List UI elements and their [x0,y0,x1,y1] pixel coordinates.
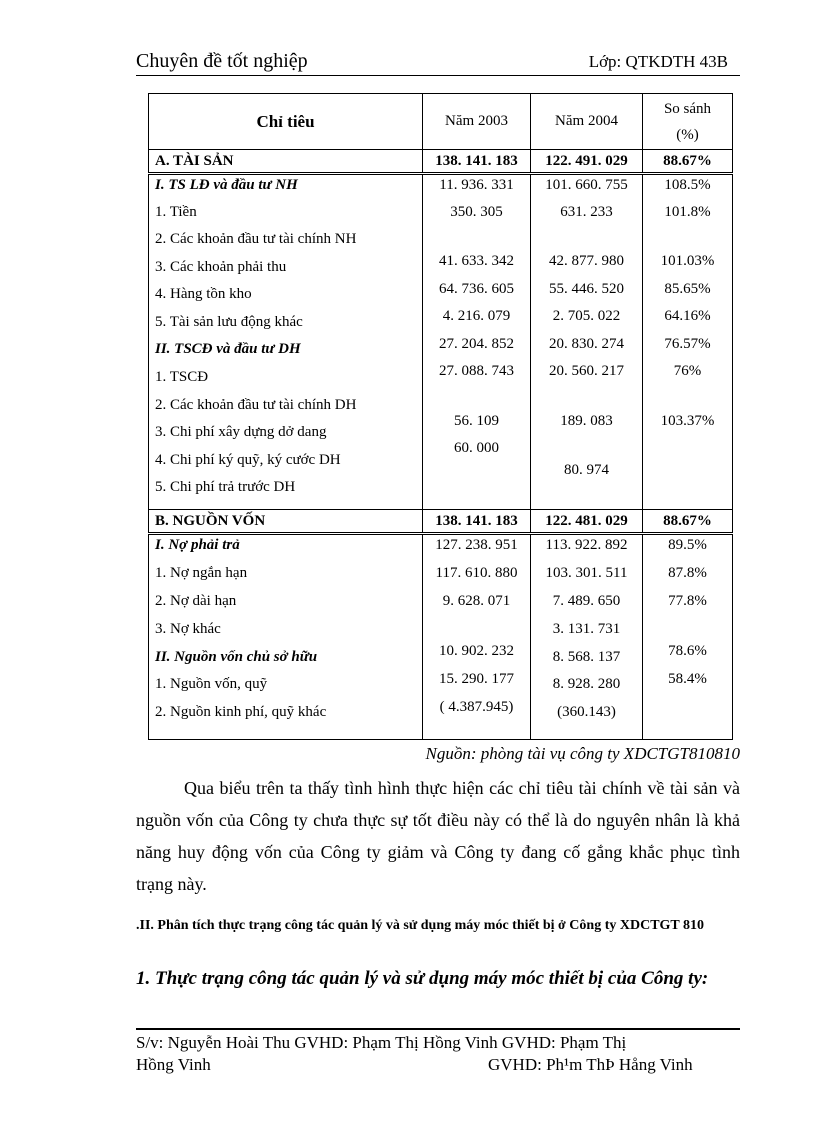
assets-2004-cell [531,174,643,510]
value-2004: 20. 830. 274 [549,336,624,352]
capital-compare-cell [643,534,733,740]
row-label: 3. Nợ khác [155,621,221,637]
section-value-2003: 138. 141. 183 [423,510,531,534]
footer-line-2-left: Hồng Vinh [136,1055,211,1074]
value-2003: 9. 628. 071 [442,593,511,609]
value-2003: 56. 109 [454,413,499,429]
row-label: 2. Nguồn kinh phí, quỹ khác [155,704,327,720]
col-header-2003: Năm 2003 [423,94,531,150]
section-compare: 88.67% [643,150,733,174]
row-label: 5. Chi phí trả trước DH [155,479,296,495]
section-row-capital [149,510,733,534]
section-heading: .II. Phân tích thực trạng công tác quản lý và sử dụng máy móc thiết bị ở Công ty XDCTGT 810 [136,918,705,933]
col-header-2004: Năm 2004 [531,94,643,150]
value-2003: 60. 000 [454,440,499,456]
row-label: 1. TSCĐ [155,369,209,385]
value-2003: 4. 216. 079 [442,308,511,324]
section-value-2004: 122. 491. 029 [531,150,643,174]
value-2003: 127. 238. 951 [435,537,518,553]
assets-compare-cell [643,174,733,510]
value-2003: 117. 610. 880 [435,565,518,581]
row-label: 4. Chi phí ký quỹ, ký cước DH [155,452,341,468]
compare-value: 78.6% [668,643,707,659]
row-label: 2. Nợ dài hạn [155,593,237,609]
financial-table [148,93,733,740]
row-label: I. Nợ phải trả [155,537,240,553]
value-2003: 10. 902. 232 [439,643,514,659]
compare-value: 64.16% [664,308,711,324]
compare-value: 76% [673,363,702,379]
value-2003: 41. 633. 342 [439,253,514,269]
row-label: 1. Nợ ngắn hạn [155,565,248,581]
value-2003: ( 4.387.945) [439,699,514,715]
section-label: B. NGUỒN VỐN [149,510,423,534]
value-2004: 7. 489. 650 [552,593,621,609]
compare-value: 103.37% [660,413,715,429]
header-class: Lớp: QTKDTH 43B [588,52,728,71]
col-header-compare-unit: (%) [676,126,699,143]
col-header-compare-label: So sánh [663,100,712,117]
table-header-row [149,94,733,150]
value-2004: 2. 705. 022 [552,308,621,324]
row-label: 3. Chi phí xây dựng dở dang [155,424,327,440]
row-label: II. TSCĐ và đầu tư DH [155,341,301,357]
section-compare: 88.67% [643,510,733,534]
value-2004: 631. 233 [560,204,613,220]
assets-block-row [149,174,733,510]
header-rule [136,75,740,76]
value-2003: 350. 305 [450,204,503,220]
row-label: 3. Các khoản phải thu [155,259,287,275]
compare-value: 101.03% [660,253,715,269]
table-source-note: Nguồn: phòng tài vụ công ty XDCTGT810810 [425,744,740,763]
value-2003: 27. 088. 743 [439,363,514,379]
section-label: A. TÀI SẢN [149,150,423,174]
section-row-assets [149,150,733,174]
compare-value: 76.57% [664,336,711,352]
value-2004: 8. 928. 280 [552,676,621,692]
capital-2003-cell [423,534,531,740]
value-2004: 3. 131. 731 [552,621,621,637]
capital-2004-cell [531,534,643,740]
value-2004: 80. 974 [564,462,609,478]
compare-value: 89.5% [668,537,707,553]
compare-value: 101.8% [664,204,711,220]
footer-line-2-right: GVHD: Ph¹m ThÞ Hång Vinh [488,1055,693,1074]
section-value-2004: 122. 481. 029 [531,510,643,534]
value-2004: 55. 446. 520 [549,281,624,297]
footer-line-1: S/v: Nguyễn Hoài Thu GVHD: Phạm Thị Hồng Vinh GVHD: Phạm Thị [136,1033,627,1052]
compare-value: 85.65% [664,281,711,297]
analysis-paragraph: Qua biểu trên ta thấy tình hình thực hiện các chỉ tiêu tài chính về tài sản và nguồn vốn của Công ty chưa thực sự tốt điều này có thể là do nguyên nhân là khả năng huy động vốn của Công ty giảm và Công ty đang cố gắng khắc phục tình trạng này. [136,778,740,894]
compare-value: 108.5% [664,177,711,193]
header-title: Chuyên đề tốt nghiệp [136,50,308,72]
value-2003: 64. 736. 605 [439,281,514,297]
compare-value: 77.8% [668,593,707,609]
row-label: II. Nguồn vốn chủ sở hữu [155,649,318,665]
capital-block-row [149,534,733,740]
value-2003: 15. 290. 177 [439,671,514,687]
row-label: 1. Tiền [155,204,197,220]
row-label: 2. Các khoản đầu tư tài chính DH [155,397,357,413]
footer-rule [136,1028,740,1030]
row-label: 5. Tài sản lưu động khác [155,314,303,330]
compare-value: 87.8% [668,565,707,581]
value-2004: (360.143) [557,704,616,720]
capital-labels-cell [149,534,423,740]
compare-value: 58.4% [668,671,707,687]
assets-labels-cell [149,174,423,510]
value-2004: 20. 560. 217 [549,363,624,379]
value-2004: 8. 568. 137 [552,649,621,665]
value-2004: 101. 660. 755 [545,177,628,193]
col-header-indicator: Chỉ tiêu [149,94,423,150]
value-2004: 113. 922. 892 [545,537,628,553]
col-header-compare [643,94,733,150]
row-label: I. TS LĐ và đầu tư NH [155,177,298,193]
value-2004: 103. 301. 511 [545,565,628,581]
subsection-heading: 1. Thực trạng công tác quản lý và sử dụng máy móc thiết bị của Công ty: [136,968,709,989]
value-2004: 189. 083 [560,413,613,429]
row-label: 4. Hàng tồn kho [155,286,252,302]
section-value-2003: 138. 141. 183 [423,150,531,174]
value-2003: 11. 936. 331 [439,177,514,193]
row-label: 1. Nguồn vốn, quỹ [155,676,268,692]
row-label: 2. Các khoản đầu tư tài chính NH [155,231,357,247]
value-2004: 42. 877. 980 [549,253,624,269]
assets-2003-cell [423,174,531,510]
value-2003: 27. 204. 852 [439,336,514,352]
